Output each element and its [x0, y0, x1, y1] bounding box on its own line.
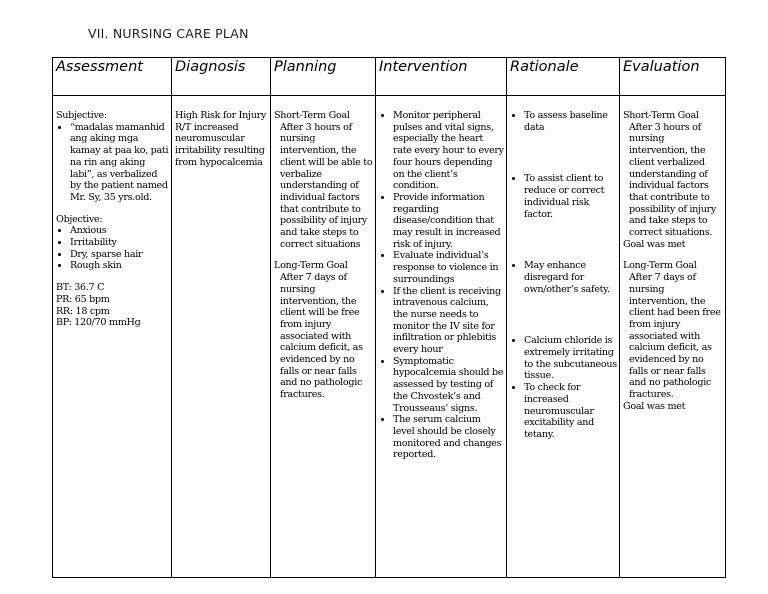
header-diagnosis: Diagnosis — [172, 58, 271, 96]
header-planning: Planning — [271, 58, 376, 96]
planning-cell — [271, 96, 376, 578]
intervention-cell — [376, 96, 507, 578]
assessment-cell — [53, 96, 172, 578]
header-row — [53, 58, 726, 96]
rationale-item: • Calcium chloride is extremely irritating to the subcutaneous tissue. — [524, 335, 617, 382]
page-heading: VII. NURSING CARE PLAN — [88, 26, 249, 41]
objective-item: • Rough skin — [70, 260, 169, 272]
header-rationale: Rationale — [507, 58, 620, 96]
objective-item: • Anxious — [70, 225, 169, 237]
content-row — [53, 96, 726, 578]
intervention-item: • Provide information regarding disease/condition that may result in increased risk of injury. — [393, 192, 504, 251]
subjective-quote: • “madalas mamanhid ang aking mga kamay at paa ko, pati na rin ang aking labi”, as verbalized by the patient named Mr. Sy, 35 yrs.old. — [70, 122, 169, 204]
evaluation-short-label: Short-Term Goal — [623, 110, 699, 121]
evaluation-short-text: After 3 hours of nursing intervention, the client verbalized understanding of individual factors that contribute to possibility of injury and take steps to correct situations. — [629, 121, 716, 239]
intervention-item: • The serum calcium level should be closely monitored and changes reported. — [393, 414, 504, 461]
objective-item: • Dry, sparse hair — [70, 249, 169, 261]
evaluation-long-result: Goal was met — [623, 400, 686, 412]
subjective-label: Subjective: — [56, 110, 107, 121]
intervention-item: • Symptomatic hypocalcemia should be assessed by testing of the Chvostek’s and Trousseaus’ signs. — [393, 356, 504, 415]
evaluation-long-text: After 7 days of nursing intervention, the client had been free from injury associated with calcium deficit, as evidenced by no falls or near falls and no pathologic fractures. — [629, 272, 721, 401]
nursing-care-plan-table — [52, 57, 726, 578]
planning-short-label: Short-Term Goal — [274, 110, 350, 121]
header-evaluation: Evaluation — [620, 58, 726, 96]
planning-short-text: After 3 hours of nursing intervention, the client will be able to verbalize understanding of individual factors that contribute to possibility of injury and take steps to correct situations — [280, 121, 373, 250]
objective-label: Objective: — [56, 213, 103, 225]
intervention-item: • Evaluate individual’s response to violence in surroundings — [393, 250, 504, 285]
planning-long-text: After 7 days of nursing intervention, the client will be free from injury associated with calcium deficit, as evidenced by no falls or near falls and no pathologic fractures. — [280, 272, 363, 401]
evaluation-cell — [620, 96, 726, 578]
evaluation-long-label: Long-Term Goal — [623, 260, 697, 272]
diagnosis-cell — [172, 96, 271, 578]
planning-long-label: Long-Term Goal — [274, 260, 348, 272]
subjective-list — [56, 122, 169, 204]
rationale-item: • To assess baseline data — [524, 110, 617, 133]
objective-list — [56, 225, 169, 272]
intervention-list — [379, 110, 504, 461]
vital-bp: BP: 120/70 mmHg — [56, 317, 141, 329]
diagnosis-text: High Risk for Injury R/T increased neuromuscular irritability resulting from hypocalcemia — [175, 110, 266, 168]
vital-pr: PR: 65 bpm — [56, 293, 110, 305]
evaluation-short-result: Goal was met — [623, 238, 686, 250]
header-intervention: Intervention — [376, 58, 507, 96]
vital-bt: BT: 36.7 C — [56, 282, 105, 294]
vital-rr: RR: 18 cpm — [56, 305, 110, 317]
rationale-item: • To check for increased neuromuscular excitability and tetany. — [524, 382, 617, 441]
header-assessment: Assessment — [53, 58, 172, 96]
rationale-item: • To assist client to reduce or correct individual risk factor. — [524, 173, 617, 220]
objective-item: • Irritability — [70, 237, 169, 249]
rationale-item: • May enhance disregard for own/other’s safety. — [524, 260, 617, 295]
rationale-cell — [507, 96, 620, 578]
intervention-item: • Monitor peripheral pulses and vital signs, especially the heart rate every hour to every four hours depending on the client’s condition. — [393, 110, 504, 192]
intervention-item: • If the client is receiving intravenous calcium, the nurse needs to monitor the IV site for infiltration or phlebitis every hour — [393, 286, 504, 356]
rationale-list — [510, 110, 617, 441]
